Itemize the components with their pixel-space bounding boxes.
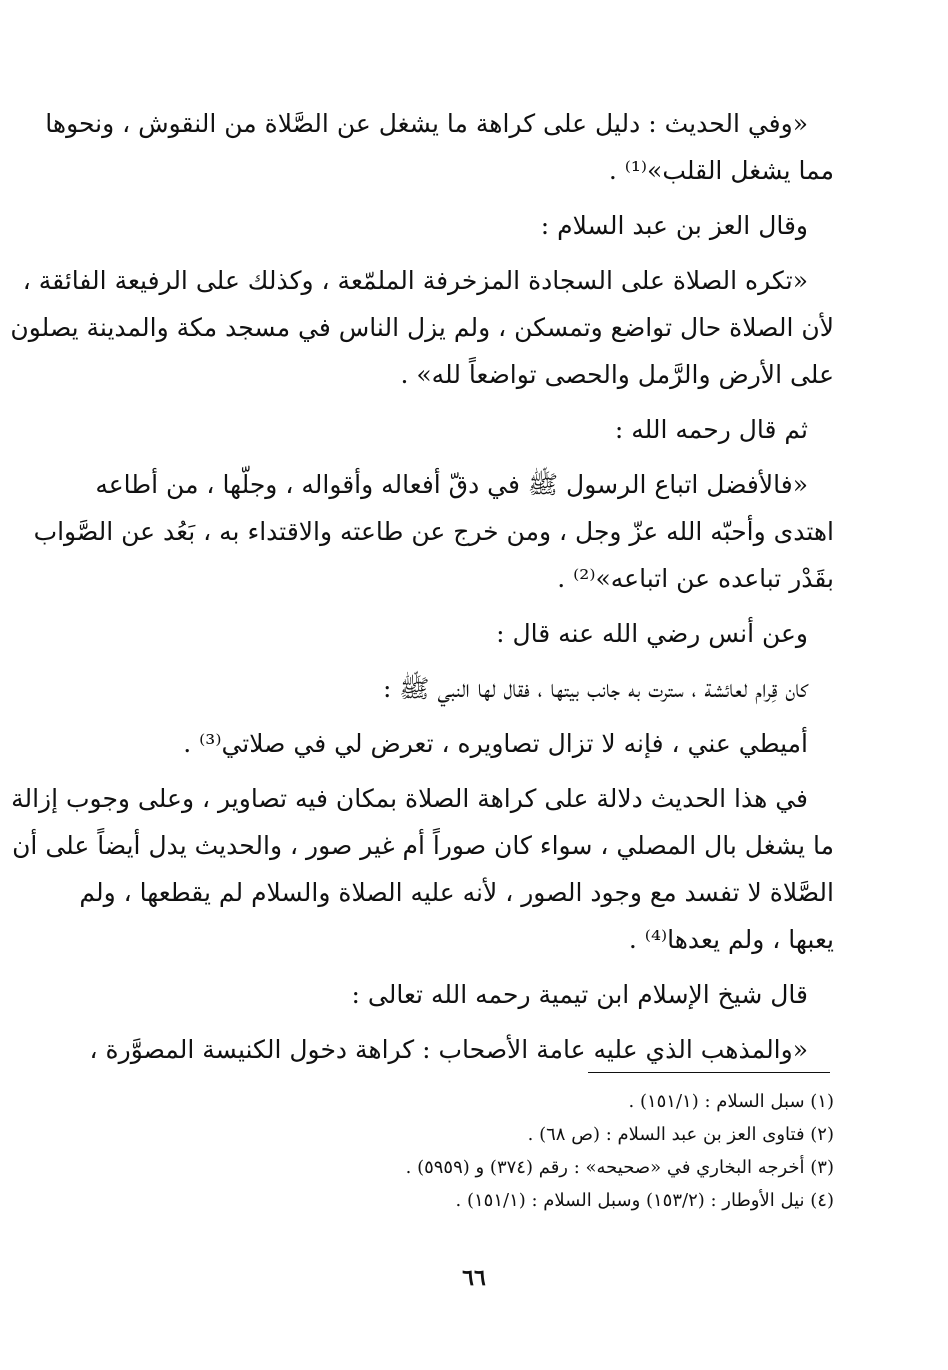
text-line: اهتدى وأحبّه الله عزّ وجل ، ومن خرج عن طاعته والاقتداء به ، بَعُد عن الصَّواب [33,517,834,546]
text-line: على الأرض والرَّمل والحصى تواضعاً لله» . [400,360,834,389]
text-line: ثم قال رحمه الله : [614,415,808,444]
text-line: كان قِرام لعائشة ، سترت به جانب بيتها ، فقال لها النبي ﷺ : [382,674,808,703]
paragraph-izz-quote [10,257,834,398]
footnote-4: (٤) نيل الأوطار : (١٥٣/٢) وسبل السلام : (١٥١/١) . [455,1190,834,1211]
paragraph-amiti [118,720,834,767]
paragraph-anas [118,610,834,657]
text-line: «فالأفضل اتباع الرسول ﷺ في دقّ أفعاله وأقواله ، وجلّها ، من أطاعه [95,470,808,499]
text-line: في هذا الحديث دلالة على كراهة الصلاة بمكان فيه تصاوير ، وعلى وجوب إزالة [11,784,808,813]
paragraph-follow-prophet [33,461,834,602]
paragraph-evidence [11,775,834,963]
footnotes [118,1085,834,1217]
footnote-3: (٣) أخرجه البخاري في «صحيحه» : رقم (٣٧٤) و (٥٩٥٩) . [405,1157,834,1178]
footnote-1: (١) سبل السلام : (١٥١/١) . [628,1091,834,1112]
paragraph-qiram [118,665,834,712]
text-line: وعن أنس رضي الله عنه قال : [496,619,808,648]
paragraph-ibn-taymiyya [118,971,834,1018]
text-line: مما يشغل القلب»⁽¹⁾ . [608,156,834,185]
paragraph-hadith-commentary [45,100,834,194]
text-line: قال شيخ الإسلام ابن تيمية رحمه الله تعالى : [351,980,808,1009]
text-line: أميطي عني ، فإنه لا تزال تصاويره ، تعرض لي في صلاتي⁽³⁾ . [183,729,808,758]
paragraph-madhhab [89,1026,834,1073]
text-line: «تكره الصلاة على السجادة المزخرفة الملمّعة ، وكذلك على الرفيعة الفائقة ، [22,266,808,295]
text-line: لأن الصلاة حال تواضع وتمسكن ، ولم يزل الناس في مسجد مكة والمدينة يصلون [10,313,834,342]
text-line: وقال العز بن عبد السلام : [540,211,808,240]
page-body [10,100,834,1081]
text-line: الصَّلاة لا تفسد مع وجود الصور ، لأنه عليه الصلاة والسلام لم يقطعها ، ولم [79,878,834,907]
footnote-2: (٢) فتاوى العز بن عبد السلام : (ص ٦٨) . [527,1124,834,1145]
text-line: ما يشغل بال المصلي ، سواء كان صوراً أم غير صور ، والحديث يدل أيضاً على أن [12,831,834,860]
footnote-divider [588,1072,830,1073]
paragraph-then-said [118,406,834,453]
text-line: يعبها ، ولم يعدها⁽⁴⁾ . [628,925,834,954]
paragraph-izz-intro [118,202,834,249]
text-line: «والمذهب الذي عليه عامة الأصحاب : كراهة دخول الكنيسة المصوَّرة ، [89,1035,808,1064]
page-number: ٦٦ [462,1265,486,1291]
text-line: «وفي الحديث : دليل على كراهة ما يشغل عن الصَّلاة من النقوش ، ونحوها [45,109,808,138]
text-line: بقَدْر تباعده عن اتباعه»⁽²⁾ . [557,564,834,593]
